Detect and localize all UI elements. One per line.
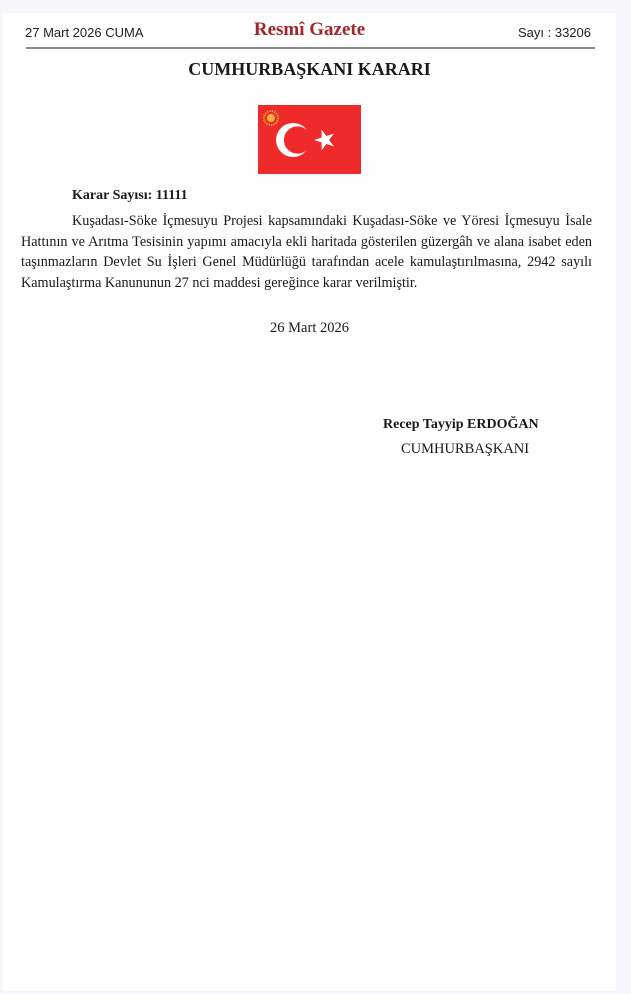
gazette-header <box>3 13 616 49</box>
issue-number: Sayı : 33206 <box>518 25 591 40</box>
signer-name: Recep Tayyip ERDOĞAN <box>383 417 539 432</box>
decision-number: Karar Sayısı: 11111 <box>72 188 188 203</box>
header-date: 27 Mart 2026 CUMA <box>25 25 144 40</box>
signer-title: CUMHURBAŞKANI <box>401 441 530 457</box>
decision-date: 26 Mart 2026 <box>270 320 349 336</box>
publication-title: Resmî Gazete <box>253 19 366 40</box>
header-divider <box>26 47 595 49</box>
gazette-page <box>3 13 616 991</box>
decision-body: Kuşadası-Söke İçmesuyu Projesi kapsamındaki Kuşadası-Söke ve Yöresi İçmesuyu İsale Hattının ve Arıtma Tesisinin yapımı amacıyla ekli haritada gösterilen güzergâh ve alana isabet eden taşınmazların Devlet Su İşleri Genel Müdürlüğü tarafından acele kamulaştırılmasına, 2942 sayılı Kamulaştırma Kanununun 27 nci maddesi gereğince karar verilmiştir. <box>21 213 592 291</box>
turkish-presidential-flag-icon <box>258 105 361 174</box>
document-title: CUMHURBAŞKANI KARARI <box>188 59 431 79</box>
